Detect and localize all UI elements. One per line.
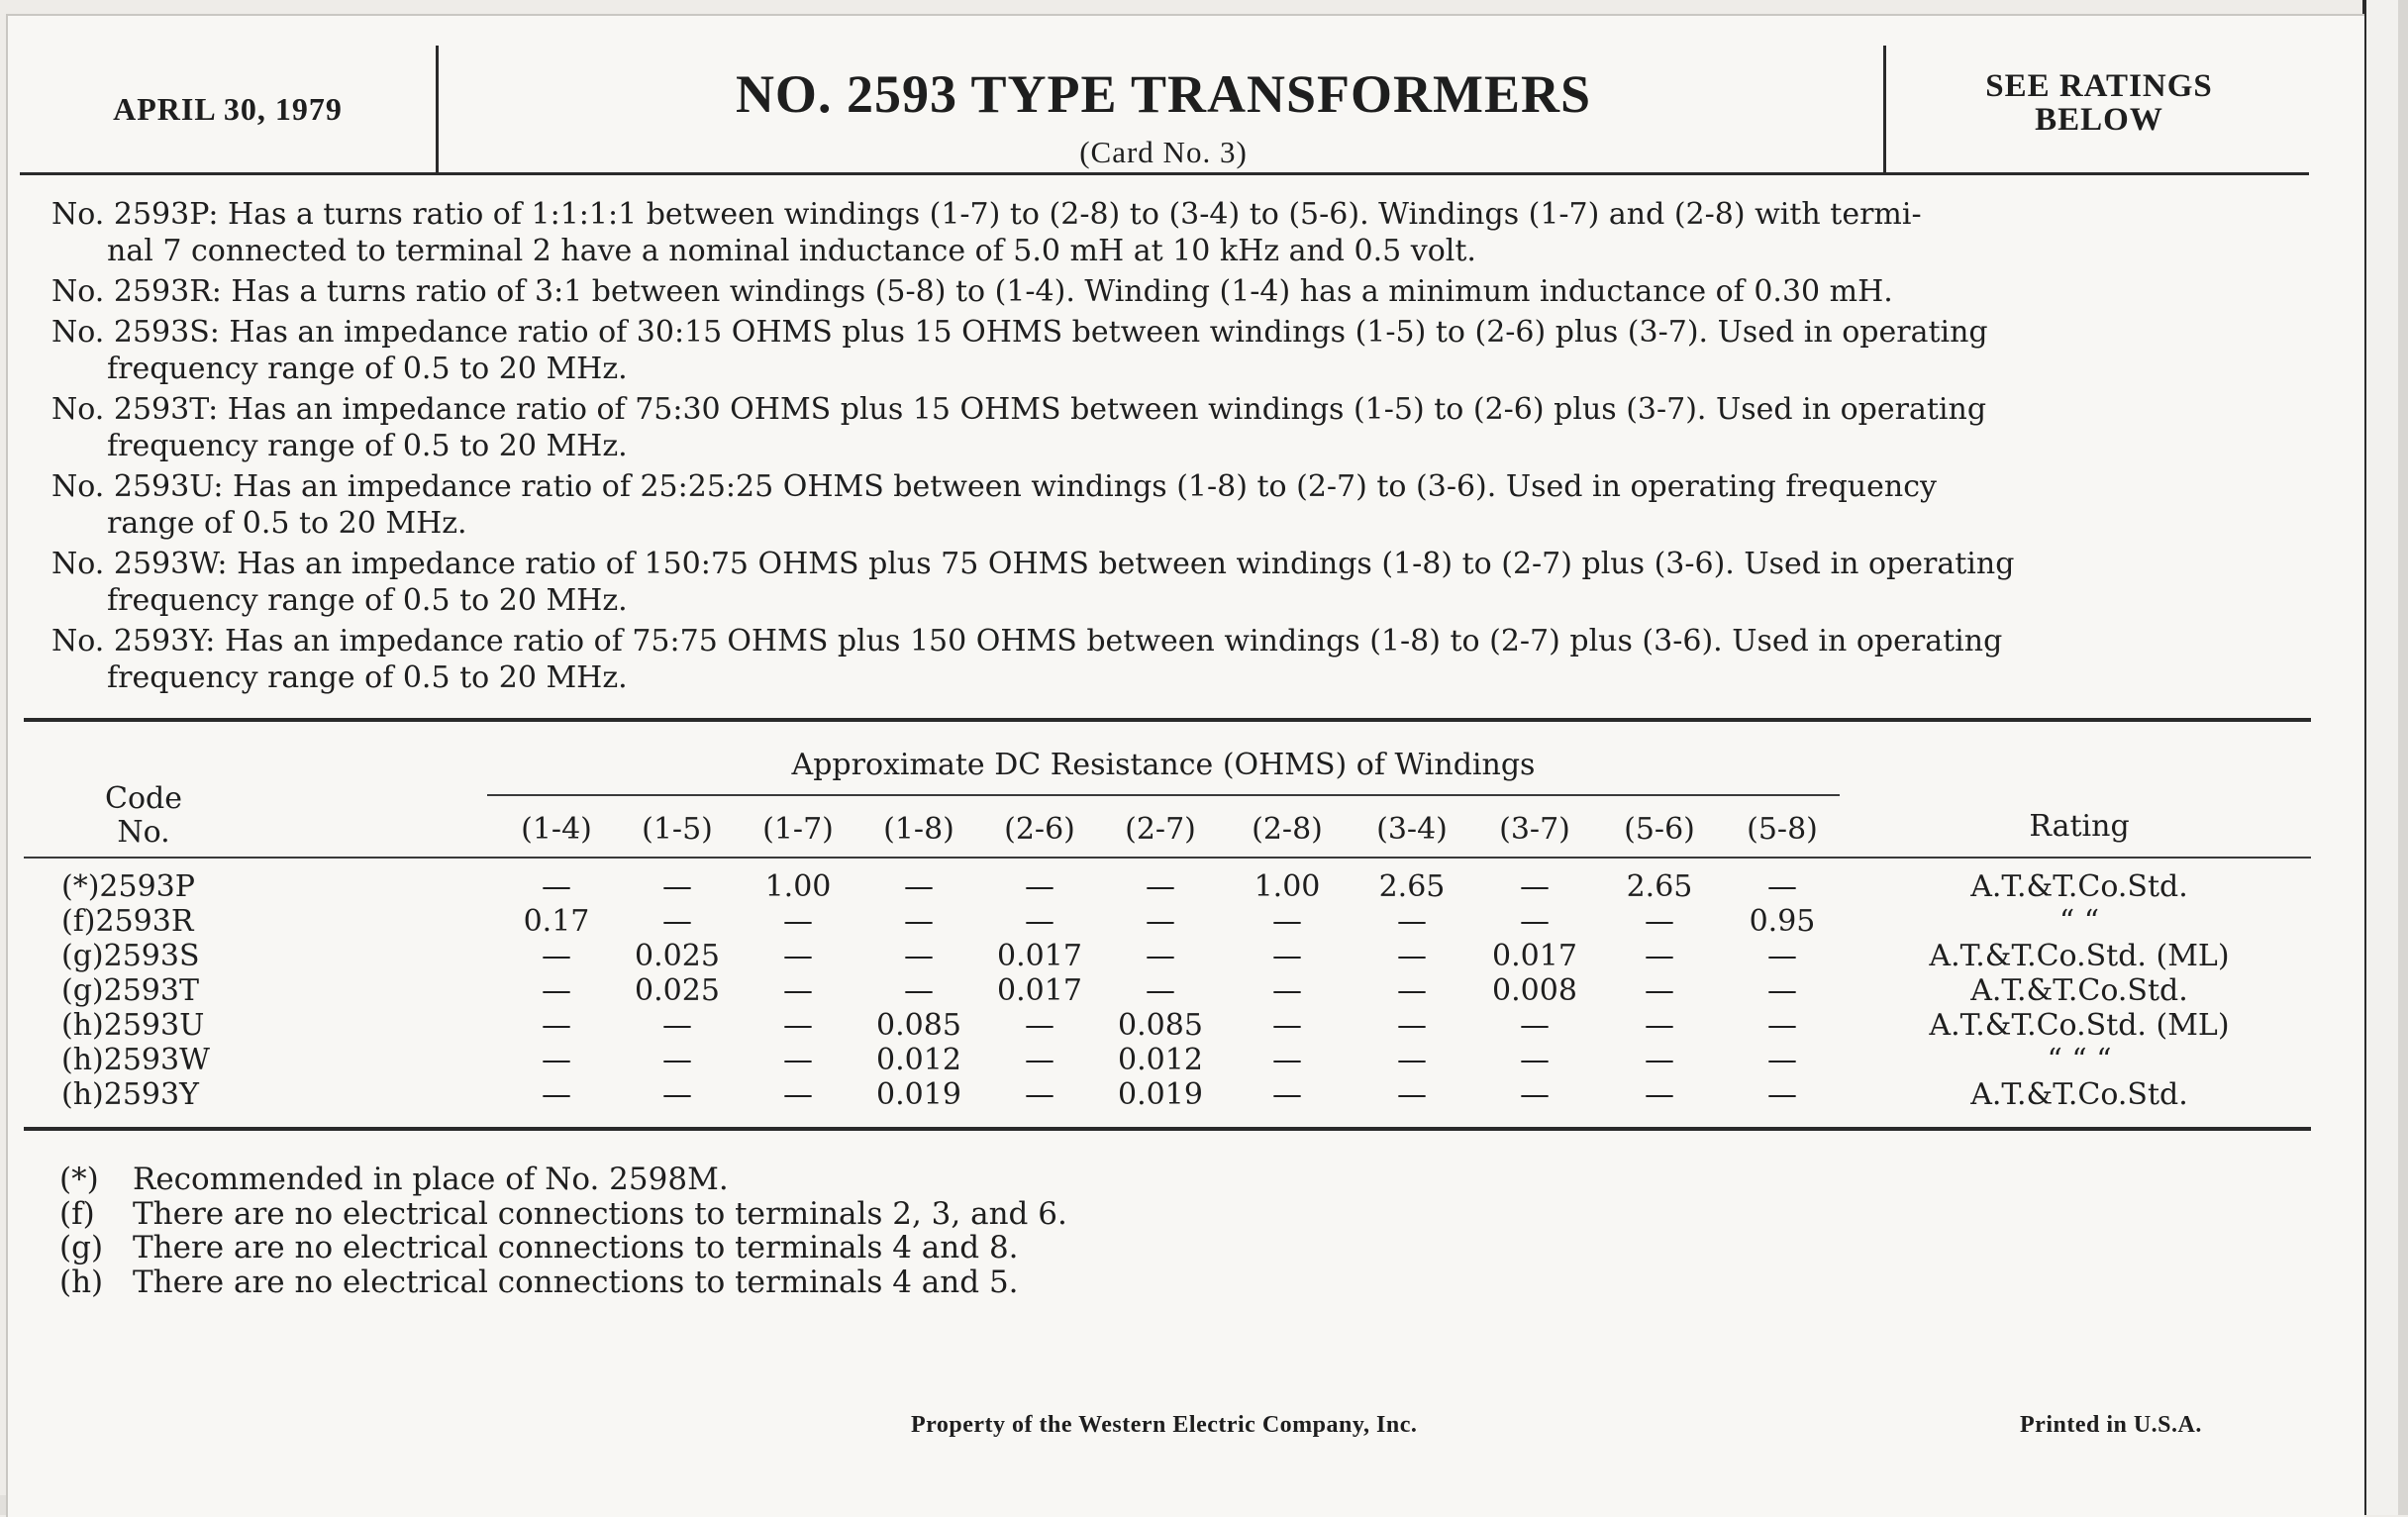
resistance-cell: —	[542, 1077, 571, 1112]
resistance-cell: —	[542, 939, 571, 973]
header-divider-left	[436, 46, 439, 175]
winding-column-header: (3-7)	[1499, 812, 1570, 847]
resistance-cell: —	[1272, 1077, 1302, 1112]
resistance-cell: —	[1767, 1077, 1797, 1112]
row-code: (*)2593P	[61, 869, 195, 904]
resistance-cell: 0.019	[876, 1077, 961, 1112]
group-header-underline	[487, 794, 1840, 796]
resistance-cell: —	[1146, 869, 1175, 904]
resistance-cell: —	[542, 1043, 571, 1077]
resistance-cell: —	[904, 939, 934, 973]
resistance-cell: 0.017	[997, 939, 1082, 973]
resistance-cell: —	[1397, 939, 1427, 973]
footnote-mark: (f)	[59, 1195, 95, 1232]
resistance-cell: —	[1645, 939, 1674, 973]
resistance-cell: —	[783, 1008, 813, 1043]
row-code: (h)2593W	[61, 1043, 210, 1077]
resistance-group-header: Approximate DC Resistance (OHMS) of Windings	[791, 748, 1536, 782]
winding-column-header: (1-5)	[642, 812, 713, 847]
row-code: (g)2593T	[61, 973, 199, 1008]
resistance-cell: —	[1645, 1008, 1674, 1043]
resistance-cell: 2.65	[1378, 869, 1446, 904]
footnote-text: There are no electrical connections to terminals 4 and 5.	[133, 1264, 1019, 1300]
resistance-cell: —	[1397, 1008, 1427, 1043]
resistance-cell: —	[1272, 939, 1302, 973]
resistance-cell: 0.012	[1118, 1043, 1203, 1077]
resistance-cell: 0.017	[1492, 939, 1577, 973]
resistance-cell: —	[1272, 973, 1302, 1008]
description-item: No. 2593R: Has a turns ratio of 3:1 between windings (5-8) to (1-4). Winding (1-4) has a minimum inductance of 0.30 mH.	[51, 274, 1893, 309]
property-notice: Property of the Western Electric Company, Inc.	[911, 1412, 1418, 1438]
ratings-note-line2: BELOW	[2035, 102, 2163, 138]
resistance-cell: 0.085	[1118, 1008, 1203, 1043]
resistance-cell: —	[1767, 869, 1797, 904]
description-item: No. 2593T: Has an impedance ratio of 75:30 OHMS plus 15 OHMS between windings (1-5) to (2-6) plus (3-7). Used in operating frequency range of 0.5 to 20 MHz.	[51, 392, 1987, 463]
footnote-item	[59, 1265, 1067, 1300]
resistance-cell: 0.017	[997, 973, 1082, 1008]
resistance-cell: 0.025	[635, 973, 720, 1008]
resistance-cell: —	[783, 939, 813, 973]
row-code: (f)2593R	[61, 904, 194, 939]
resistance-cell: 1.00	[764, 869, 832, 904]
description-item: No. 2593W: Has an impedance ratio of 150:75 OHMS plus 75 OHMS between windings (1-8) to (2-7) plus (3-6). Used in operating frequency range of 0.5 to 20 MHz.	[51, 547, 2015, 618]
footnotes	[59, 1163, 1067, 1299]
resistance-cell: —	[1146, 939, 1175, 973]
row-rating: “ “	[2058, 904, 2100, 939]
section-rule-top	[24, 718, 2311, 722]
resistance-cell: 0.085	[876, 1008, 961, 1043]
description-item: No. 2593S: Has an impedance ratio of 30:15 OHMS plus 15 OHMS between windings (1-5) to (2-6) plus (3-7). Used in operating frequency range of 0.5 to 20 MHz.	[51, 315, 1988, 386]
resistance-cell: —	[662, 869, 692, 904]
resistance-cell: —	[783, 904, 813, 939]
printed-notice: Printed in U.S.A.	[2020, 1412, 2202, 1438]
resistance-cell: —	[542, 973, 571, 1008]
header-divider-right	[1883, 46, 1886, 175]
resistance-cell: —	[1767, 939, 1797, 973]
header-bottom-rule	[20, 172, 2309, 175]
resistance-cell: —	[1767, 1043, 1797, 1077]
footnote-mark: (h)	[59, 1264, 104, 1300]
resistance-cell: 0.17	[523, 904, 590, 939]
winding-column-header: (3-4)	[1376, 812, 1448, 847]
resistance-cell: 0.025	[635, 939, 720, 973]
row-rating: A.T.&T.Co.Std. (ML)	[1929, 939, 2230, 973]
resistance-cell: —	[904, 973, 934, 1008]
resistance-cell: —	[783, 973, 813, 1008]
resistance-cell: —	[1520, 869, 1550, 904]
ratings-note-line1: SEE RATINGS	[1985, 68, 2213, 104]
resistance-cell: —	[1272, 1008, 1302, 1043]
row-rating: A.T.&T.Co.Std.	[1970, 1077, 2188, 1112]
winding-column-header: (2-7)	[1125, 812, 1196, 847]
footnote-item	[59, 1231, 1067, 1265]
description-item: No. 2593Y: Has an impedance ratio of 75:75 OHMS plus 150 OHMS between windings (1-8) to (2-7) plus (3-6). Used in operating frequency range of 0.5 to 20 MHz.	[51, 624, 2003, 695]
resistance-cell: —	[1272, 904, 1302, 939]
description-item: No. 2593P: Has a turns ratio of 1:1:1:1 between windings (1-7) to (2-8) to (3-4) to (5-6). Windings (1-7) and (2-8) with termi- nal 7 connected to terminal 2 have a nominal inductance of 5.0 mH at 10 kHz and 0.5 volt.	[51, 197, 1922, 268]
resistance-cell: —	[662, 1043, 692, 1077]
resistance-cell: —	[1146, 973, 1175, 1008]
card-subtitle: (Card No. 3)	[1079, 135, 1248, 169]
resistance-cell: —	[1767, 1008, 1797, 1043]
resistance-cell: —	[1397, 904, 1427, 939]
row-rating: “ “ “	[2047, 1043, 2112, 1077]
resistance-cell: —	[1645, 1077, 1674, 1112]
resistance-cell: —	[1272, 1043, 1302, 1077]
resistance-cell: —	[1025, 1043, 1054, 1077]
resistance-cell: —	[662, 1008, 692, 1043]
section-rule-bottom	[24, 1127, 2311, 1131]
resistance-cell: —	[542, 1008, 571, 1043]
page-edge-right	[2362, 0, 2408, 1515]
row-rating: A.T.&T.Co.Std. (ML)	[1929, 1008, 2230, 1043]
resistance-cell: —	[1025, 904, 1054, 939]
ratings-note	[1891, 69, 2307, 137]
winding-column-header: (1-4)	[521, 812, 592, 847]
resistance-cell: —	[904, 869, 934, 904]
resistance-cell: —	[1025, 1008, 1054, 1043]
winding-column-header: (5-8)	[1747, 812, 1818, 847]
resistance-cell: 0.95	[1749, 904, 1816, 939]
footnote-item	[59, 1163, 1067, 1197]
footnote-text: Recommended in place of No. 2598M.	[133, 1162, 729, 1197]
card-date: APRIL 30, 1979	[113, 91, 343, 127]
resistance-cell: —	[1397, 1077, 1427, 1112]
footnote-text: There are no electrical connections to terminals 4 and 8.	[133, 1230, 1019, 1265]
resistance-cell: —	[783, 1043, 813, 1077]
resistance-cell: —	[1767, 973, 1797, 1008]
footnote-mark: (g)	[59, 1230, 104, 1265]
resistance-cell: —	[1520, 1077, 1550, 1112]
resistance-cell: 0.019	[1118, 1077, 1203, 1112]
resistance-cell: —	[1520, 904, 1550, 939]
resistance-cell: 0.008	[1492, 973, 1577, 1008]
row-code: (h)2593Y	[61, 1077, 199, 1112]
resistance-cell: —	[662, 1077, 692, 1112]
resistance-cell: —	[1397, 1043, 1427, 1077]
footnote-text: There are no electrical connections to terminals 2, 3, and 6.	[133, 1195, 1067, 1232]
resistance-cell: —	[662, 904, 692, 939]
winding-column-header: (2-6)	[1004, 812, 1075, 847]
resistance-cell: —	[542, 869, 571, 904]
winding-column-header: (5-6)	[1624, 812, 1695, 847]
code-column-header: Code No.	[105, 781, 182, 850]
resistance-cell: —	[1146, 904, 1175, 939]
footnote-mark: (*)	[59, 1162, 99, 1197]
winding-column-header: (1-7)	[762, 812, 834, 847]
footnote-item	[59, 1197, 1067, 1232]
resistance-cell: —	[904, 904, 934, 939]
resistance-cell: —	[1645, 973, 1674, 1008]
resistance-cell: —	[1645, 904, 1674, 939]
row-rating: A.T.&T.Co.Std.	[1970, 973, 2188, 1008]
card-title: NO. 2593 TYPE TRANSFORMERS	[735, 64, 1592, 124]
resistance-cell: 0.012	[876, 1043, 961, 1077]
row-code: (h)2593U	[61, 1008, 205, 1043]
resistance-cell: —	[1025, 869, 1054, 904]
resistance-cell: 2.65	[1626, 869, 1693, 904]
resistance-cell: 1.00	[1254, 869, 1321, 904]
resistance-cell: —	[1397, 973, 1427, 1008]
winding-column-header: (2-8)	[1252, 812, 1323, 847]
row-code: (g)2593S	[61, 939, 200, 973]
rating-column-header: Rating	[2029, 809, 2130, 844]
transformer-descriptions	[51, 196, 2269, 700]
resistance-cell: —	[1520, 1043, 1550, 1077]
row-rating: A.T.&T.Co.Std.	[1970, 869, 2188, 904]
resistance-cell: —	[1025, 1077, 1054, 1112]
winding-column-header: (1-8)	[883, 812, 954, 847]
description-item: No. 2593U: Has an impedance ratio of 25:25:25 OHMS between windings (1-8) to (2-7) to (3-6). Used in operating frequency range of 0.5 to 20 MHz.	[51, 469, 1937, 541]
table-header-rule	[24, 857, 2311, 859]
resistance-cell: —	[783, 1077, 813, 1112]
resistance-cell: —	[1520, 1008, 1550, 1043]
resistance-cell: —	[1645, 1043, 1674, 1077]
